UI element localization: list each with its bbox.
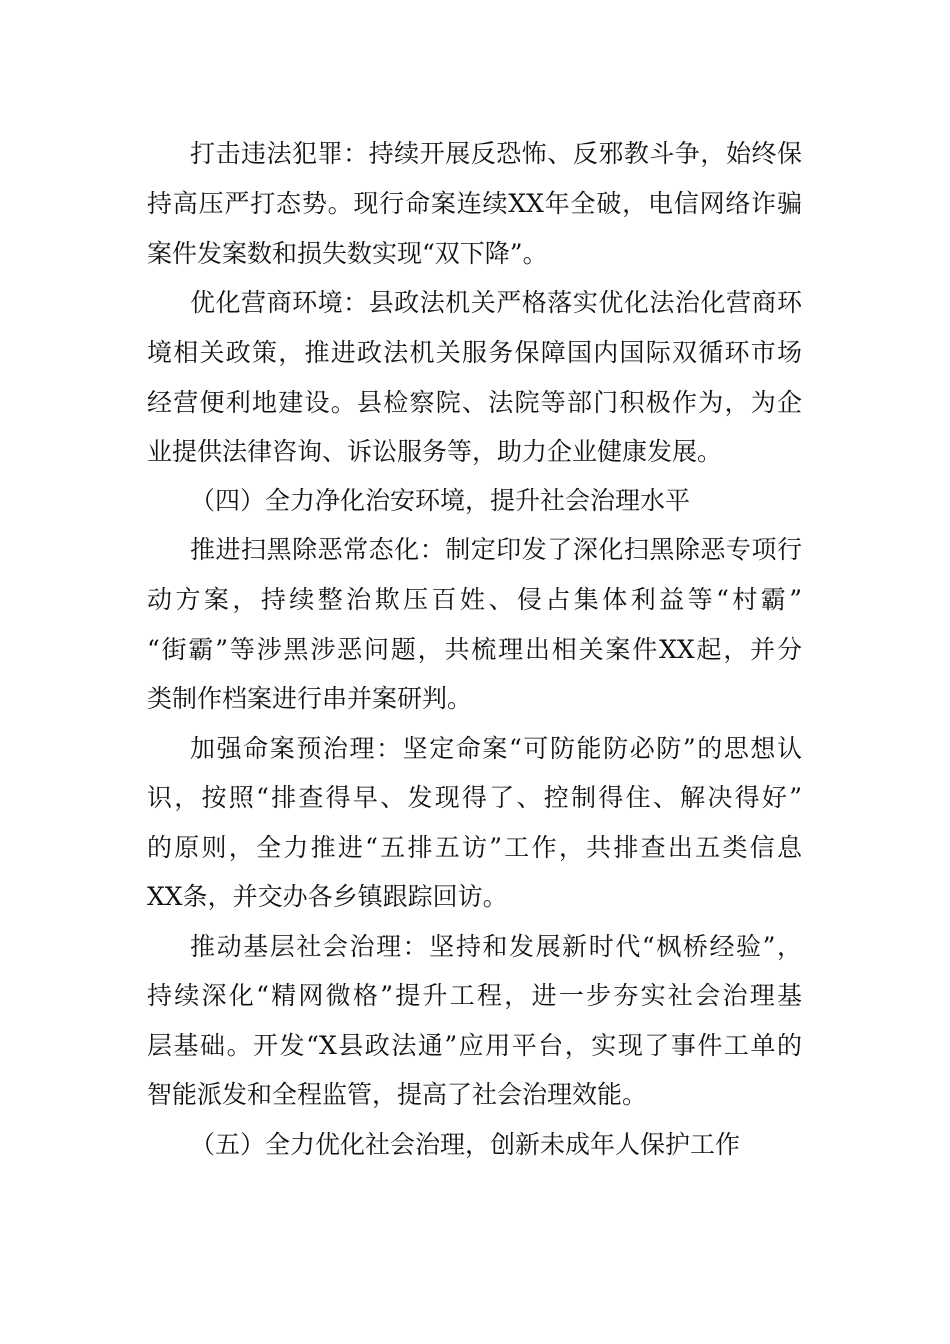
text-line: 持续深化“精网微格”提升工程，进一步夯实社会治理基 [147, 981, 802, 1010]
text-line: 持高压严打态势。现行命案连续XX年全破，电信网络诈骗 [147, 189, 802, 218]
text-line: 层基础。开发“X县政法通”应用平台，实现了事件工单的 [147, 1031, 802, 1060]
text-line: 识，按照“排查得早、发现得了、控制得住、解决得好” [147, 783, 802, 812]
text-line: 案件发案数和损失数实现“双下降”。 [147, 239, 548, 268]
text-line: “街霸”等涉黑涉恶问题，共梳理出相关案件XX起，并分 [147, 635, 802, 664]
text-line: 推动基层社会治理：坚持和发展新时代“枫桥经验”， [190, 932, 802, 961]
text-line: 推进扫黑除恶常态化：制定印发了深化扫黑除恶专项行 [190, 535, 802, 564]
text-line: 动方案，持续整治欺压百姓、侵占集体利益等“村霸” [147, 585, 802, 614]
text-line: 的原则，全力推进“五排五访”工作，共排查出五类信息 [147, 833, 802, 862]
text-line: 经营便利地建设。县检察院、法院等部门积极作为，为企 [147, 388, 802, 417]
text-line: 优化营商环境：县政法机关严格落实优化法治化营商环 [190, 288, 802, 317]
text-line: 业提供法律咨询、诉讼服务等，助力企业健康发展。 [147, 437, 723, 466]
text-line: 加强命案预治理：坚定命案“可防能防必防”的思想认 [190, 734, 802, 763]
text-line: 类制作档案进行串并案研判。 [147, 684, 473, 713]
section-heading-4: （四）全力净化治安环境，提升社会治理水平 [190, 486, 691, 515]
section-heading-5: （五）全力优化社会治理，创新未成年人保护工作 [190, 1130, 741, 1159]
text-line: 智能派发和全程监管，提高了社会治理效能。 [147, 1080, 648, 1109]
text-line: 打击违法犯罪：持续开展反恐怖、反邪教斗争，始终保 [190, 139, 802, 168]
text-line: 境相关政策，推进政法机关服务保障国内国际双循环市场 [147, 338, 802, 367]
text-line: XX条，并交办各乡镇跟踪回访。 [147, 882, 508, 911]
